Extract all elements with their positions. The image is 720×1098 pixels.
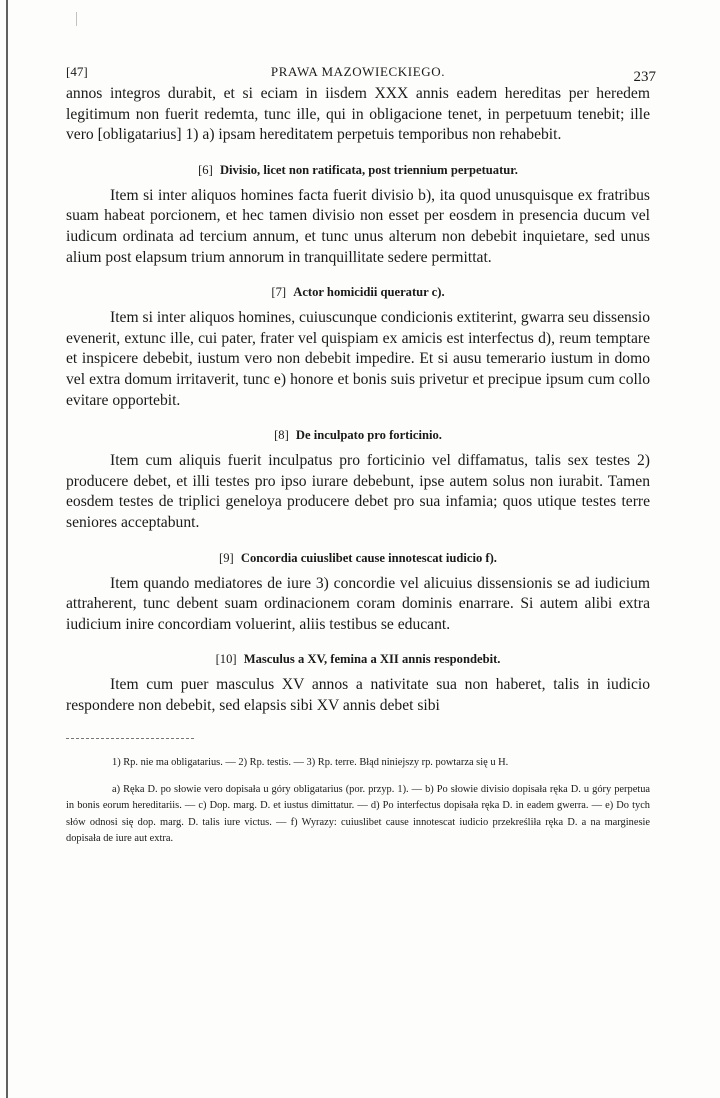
section-number: [9] (219, 550, 234, 565)
section-paragraph: Item cum aliquis fuerit inculpatus pro forticinio vel diffamatus, talis sex testes 2) producere debet, et illi testes pro ipso iurare debebunt, ipse autem solus non iurabit. Tamen eosdem testes de triplici geneloya producere debet pro sua infamia; quos utique testes terre seniores acceptabunt. (66, 452, 650, 531)
section-paragraph: Item si inter aliquos homines, cuiuscunque condicionis extiterint, gwarra seu dissensio evenerit, extunc ille, cui pater, frater vel quispiam ex amicis est interfectus d), reum temptare et inspicere debebit, iustum vero non debebit impedire. Et si ausu temerario iustum in domo vel extra domum irritaverit, tunc e) honore et bonis suis privetur et precipue ipsum cum collo evitare opportebit. (66, 309, 650, 409)
section-number: [7] (271, 285, 287, 300)
scan-edge (6, 0, 8, 1098)
footnote-lettered: a) Ręka D. po słowie vero dopisała u góry obligatarius (por. przyp. 1). — b) Po słowie divisio dopisała ręka D. u góry perpetua in bonis eorum hereditariis. — c) Dop. marg. D. et iustus dimittatur. — d) Po interfectus dopisała ręka D. in eadem gwerra. — e) Do tych słów odnosi się dop. marg. D. talis iure victus. — f) Wyrazy: cuiuslibet cause innotescat iudicio przekreśliła ręka D. a na marginesie dopisała de iure aut extra. (66, 783, 650, 845)
section-heading (66, 651, 650, 667)
section-title: Divisio, licet non ratificata, post triennium perpetuatur. (219, 162, 518, 177)
section-title: Masculus a XV, femina a XII annis respondebit. (243, 652, 501, 667)
page-number: 237 (633, 69, 656, 85)
section-number: [6] (198, 162, 213, 177)
section-paragraph: Item si inter aliquos homines facta fuerit divisio b), ita quod unusquisque ex fratribus suam habeat porcionem, et hec tamen divisio non esset per eosdem in presencia ducum vel iudicum ordinata ad tercium annum, et tunc unus alterum non debebit inquietare, sed unus alium post elapsum trium annorum in tranquillitate sedere permittat. (66, 186, 650, 266)
running-header (66, 58, 656, 85)
footnote-numbered: 1) Rp. nie ma obligatarius. — 2) Rp. testis. — 3) Rp. terre. Błąd niniejszy rp. powtarza się u H. (112, 757, 509, 769)
section-number: [8] (274, 428, 289, 443)
section-heading (66, 427, 650, 443)
main-text (66, 84, 650, 716)
section-heading (66, 162, 650, 178)
section-title: Actor homicidii queratur c). (293, 285, 445, 300)
footnotes (66, 755, 650, 848)
section-number: [10] (215, 652, 237, 667)
book-page (66, 58, 656, 848)
running-title: PRAWA MAZOWIECKIEGO. (270, 64, 446, 79)
section-heading (66, 284, 650, 300)
scan-speck (76, 12, 77, 26)
footnote-divider (66, 738, 194, 739)
intro-paragraph: annos integros durabit, et si eciam in iisdem XXX annis eadem hereditas per heredem legitimum non fuerit redemta, tunc ille, qui in obligacione tenet, in perpetuum tenebit; ille vero [obligatarius] 1) a) ipsam hereditatem perpetuis temporibus non rehabebit. (66, 85, 650, 144)
section-paragraph: Item cum puer masculus XV annos a nativitate sua non haberet, talis in iudicio respondere non debebit, sed elapsis sibi XV annis debet sibi (66, 676, 650, 714)
section-title: Concordia cuiuslibet cause innotescat iudicio f). (240, 550, 497, 565)
section-paragraph: Item quando mediatores de iure 3) concordie vel alicuius dissensionis se ad iudicium attraherent, tunc debent suam ordinacionem coram dominis enarrare. Si autem alibi extra iudicium inire concordiam voluerint, aliis testibus se educant. (66, 574, 650, 633)
section-title: De inculpato pro forticinio. (295, 428, 442, 443)
section-heading (66, 550, 650, 566)
folio-number: [47] (66, 64, 88, 79)
